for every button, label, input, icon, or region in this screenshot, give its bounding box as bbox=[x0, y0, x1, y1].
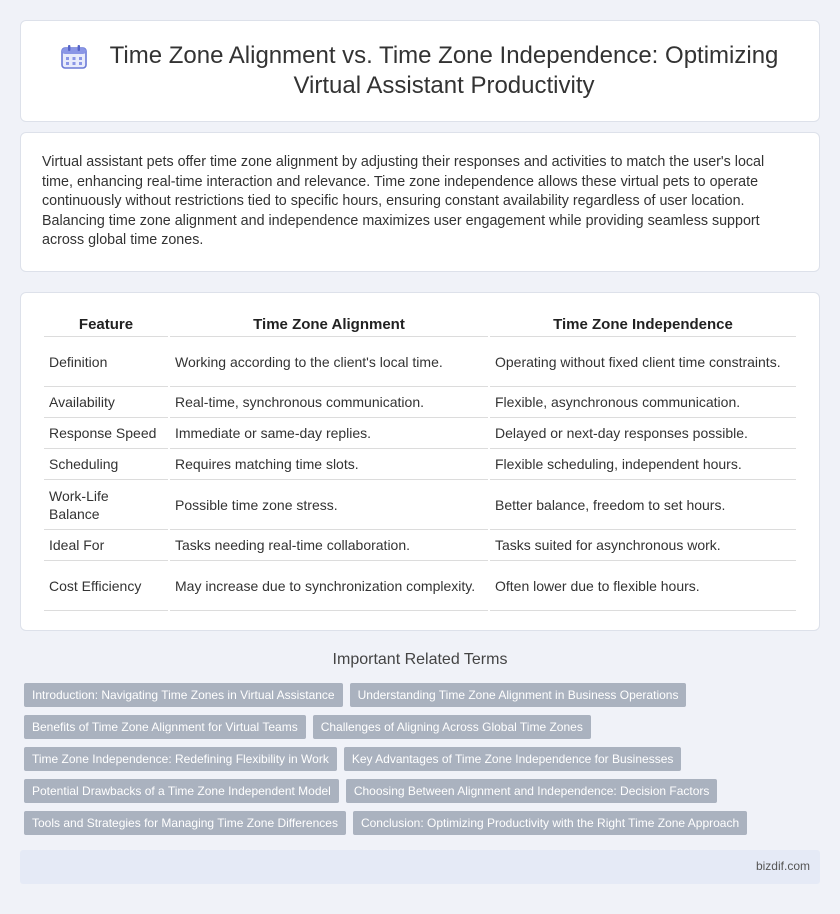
alignment-cell: Working according to the client's local time. bbox=[170, 337, 488, 387]
related-term-tag[interactable]: Key Advantages of Time Zone Independence for Businesses bbox=[344, 747, 682, 771]
feature-cell: Ideal For bbox=[44, 530, 168, 561]
alignment-cell: Requires matching time slots. bbox=[170, 449, 488, 480]
footer bbox=[20, 850, 820, 884]
related-term-tag[interactable]: Understanding Time Zone Alignment in Business Operations bbox=[350, 683, 687, 707]
header-time-zone-alignment: Time Zone Alignment bbox=[170, 311, 488, 337]
table-row bbox=[44, 561, 796, 611]
alignment-cell: Tasks needing real-time collaboration. bbox=[170, 530, 488, 561]
related-term-tag[interactable]: Conclusion: Optimizing Productivity with the Right Time Zone Approach bbox=[353, 811, 747, 835]
alignment-cell: May increase due to synchronization complexity. bbox=[170, 561, 488, 611]
feature-cell: Response Speed bbox=[44, 418, 168, 449]
related-terms-title: Important Related Terms bbox=[332, 651, 508, 668]
related-term-tag[interactable]: Tools and Strategies for Managing Time Zone Differences bbox=[24, 811, 346, 835]
table-row bbox=[44, 480, 796, 530]
table-row bbox=[44, 530, 796, 561]
alignment-cell: Possible time zone stress. bbox=[170, 480, 488, 530]
independence-cell: Tasks suited for asynchronous work. bbox=[490, 530, 796, 561]
related-term-tag[interactable]: Potential Drawbacks of a Time Zone Independent Model bbox=[24, 779, 339, 803]
feature-cell: Scheduling bbox=[44, 449, 168, 480]
alignment-cell: Real-time, synchronous communication. bbox=[170, 387, 488, 418]
related-term-tag[interactable]: Time Zone Independence: Redefining Flexibility in Work bbox=[24, 747, 337, 771]
header bbox=[60, 41, 780, 101]
page-title: Time Zone Alignment vs. Time Zone Independence: Optimizing Virtual Assistant Productivity bbox=[109, 42, 779, 99]
table-row bbox=[44, 337, 796, 387]
comparison-table-card bbox=[20, 292, 820, 631]
related-term-tag[interactable]: Choosing Between Alignment and Independence: Decision Factors bbox=[346, 779, 718, 803]
related-terms-list bbox=[24, 683, 824, 843]
alignment-cell: Immediate or same-day replies. bbox=[170, 418, 488, 449]
header-feature: Feature bbox=[44, 311, 168, 337]
intro-paragraph: Virtual assistant pets offer time zone alignment by adjusting their responses and activities to match the user's local time, enhancing real-time interaction and relevance. Time zone independence allows these virtual pets to operate continuously without restrictions tied to specific hours, ensuring constant availability regardless of user location. Balancing time zone alignment and independence maximizes user engagement while providing seamless support across global time zones. bbox=[42, 154, 765, 248]
feature-cell: Cost Efficiency bbox=[44, 561, 168, 611]
footer-site-link[interactable]: bizdif.com bbox=[755, 859, 810, 873]
independence-cell: Often lower due to flexible hours. bbox=[490, 561, 796, 611]
table-row bbox=[44, 418, 796, 449]
intro-card bbox=[20, 132, 820, 272]
independence-cell: Better balance, freedom to set hours. bbox=[490, 480, 796, 530]
related-term-tag[interactable]: Benefits of Time Zone Alignment for Virtual Teams bbox=[24, 715, 306, 739]
independence-cell: Flexible, asynchronous communication. bbox=[490, 387, 796, 418]
independence-cell: Operating without fixed client time constraints. bbox=[490, 337, 796, 387]
calendar-icon bbox=[60, 44, 88, 70]
feature-cell: Availability bbox=[44, 387, 168, 418]
related-term-tag[interactable]: Challenges of Aligning Across Global Time Zones bbox=[313, 715, 591, 739]
header-time-zone-independence: Time Zone Independence bbox=[490, 311, 796, 337]
table-row bbox=[44, 387, 796, 418]
independence-cell: Delayed or next-day responses possible. bbox=[490, 418, 796, 449]
table-header-row bbox=[44, 311, 796, 337]
related-term-tag[interactable]: Introduction: Navigating Time Zones in Virtual Assistance bbox=[24, 683, 343, 707]
comparison-table bbox=[42, 311, 798, 611]
header-card bbox=[20, 20, 820, 122]
table-row bbox=[44, 449, 796, 480]
feature-cell: Definition bbox=[44, 337, 168, 387]
feature-cell: Work-Life Balance bbox=[44, 480, 168, 530]
independence-cell: Flexible scheduling, independent hours. bbox=[490, 449, 796, 480]
